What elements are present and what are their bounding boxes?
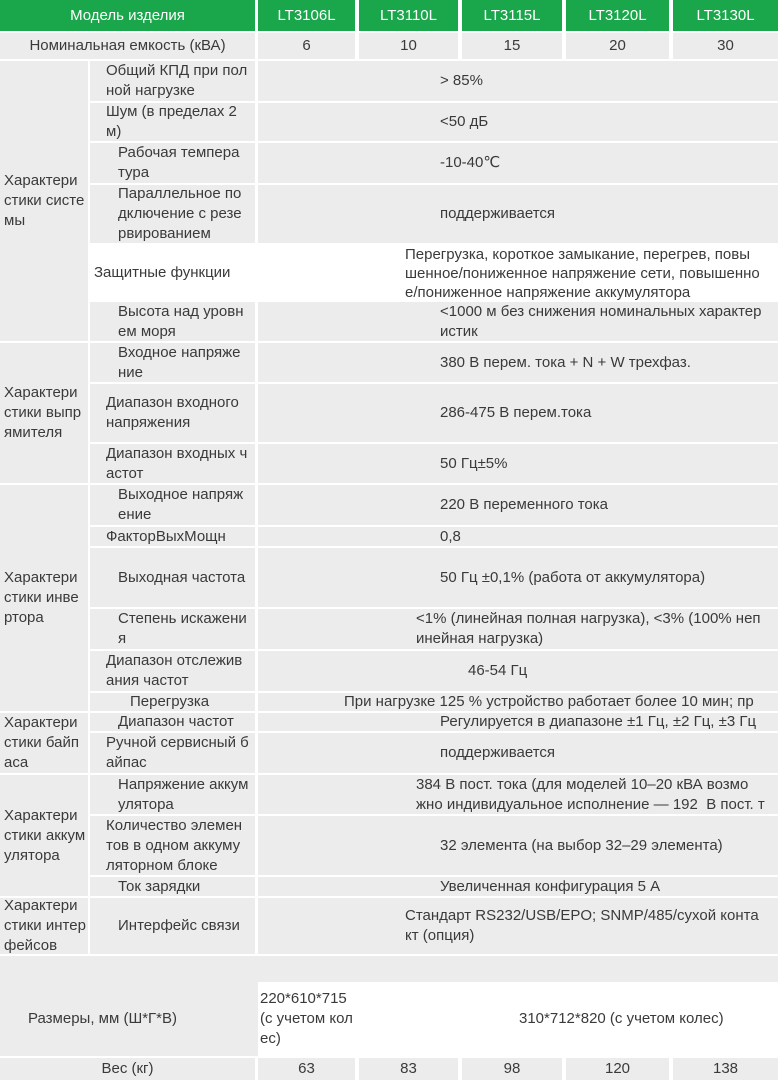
- spec-label-cells-per-block: Количество элемен тов в одном аккуму ляторном блоке: [90, 816, 255, 875]
- spec-label-distortion: Степень искажени я: [90, 609, 255, 649]
- inverter-category-label: Характери стики инве ртора: [0, 485, 88, 711]
- weight-label: Вес (кг): [0, 1058, 255, 1080]
- spec-label-input-voltage-range: Диапазон входного напряжения: [90, 384, 255, 442]
- capacity-value: 30: [673, 33, 778, 59]
- spec-value-efficiency: > 85%: [258, 61, 778, 101]
- spec-label-overload: Перегрузка: [90, 693, 255, 711]
- capacity-label: Номинальная емкость (кВА): [0, 33, 255, 59]
- spec-value-protection: Перегрузка, короткое замыкание, перегрев, повы шенное/пониженное напряжение сети, повышенно е/пониженное напряжение аккумулятора: [258, 245, 778, 300]
- spec-value-input-frequency-range: 50 Гц±5%: [258, 444, 778, 483]
- system-category-label: Характери стики систе мы: [0, 61, 88, 341]
- rectifier-category-label: Характери стики выпр ямителя: [0, 343, 88, 483]
- spec-label-input-frequency-range: Диапазон входных ч астот: [90, 444, 255, 483]
- spec-label-operating-temp: Рабочая темпера тура: [90, 143, 255, 183]
- spec-label-noise: Шум (в пределах 2 м): [90, 103, 255, 141]
- spec-label-manual-bypass: Ручной сервисный б айпас: [90, 733, 255, 773]
- spec-value-battery-voltage: 384 В пост. тока (для моделей 10–20 кВА возмо жно индивидуальное исполнение — 192 В пост. т: [258, 775, 778, 814]
- spec-label-output-voltage: Выходное напряж ение: [90, 485, 255, 525]
- spec-label-bypass-frequency-range: Диапазон частот: [90, 713, 255, 731]
- spec-label-battery-voltage: Напряжение аккум улятора: [90, 775, 255, 814]
- weight-value: 138: [673, 1058, 778, 1080]
- model-column-lt3120l: LT3120L: [566, 0, 669, 31]
- spec-label-charging-current: Ток зарядки: [90, 877, 255, 896]
- spacer-row: [0, 956, 778, 982]
- capacity-value: 10: [359, 33, 458, 59]
- spec-value-input-voltage: 380 В перем. тока + N + W трехфаз.: [258, 343, 778, 382]
- spec-value-parallel: поддерживается: [258, 185, 778, 243]
- model-header-label: Модель изделия: [0, 0, 255, 31]
- model-column-lt3106l: LT3106L: [258, 0, 355, 31]
- dimensions-value-others: 310*712*820 (с учетом колес): [358, 982, 778, 1056]
- spec-value-altitude: <1000 м без снижения номинальных характер истик: [258, 302, 778, 341]
- spec-label-frequency-tracking: Диапазон отслежив ания частот: [90, 651, 255, 691]
- model-column-lt3110l: LT3110L: [359, 0, 458, 31]
- spec-value-charging-current: Увеличенная конфигурация 5 А: [258, 877, 778, 896]
- capacity-value: 6: [258, 33, 355, 59]
- bypass-category-label: Характери стики байп аса: [0, 713, 88, 773]
- model-column-lt3115l: LT3115L: [462, 0, 562, 31]
- interfaces-category-label: Характери стики интер фейсов: [0, 898, 88, 954]
- spec-value-distortion: <1% (линейная полная нагрузка), <3% (100% неп инейная нагрузка): [258, 609, 778, 649]
- weight-value: 120: [566, 1058, 669, 1080]
- spec-value-cells-per-block: 32 элемента (на выбор 32–29 элемента): [258, 816, 778, 875]
- spec-value-input-voltage-range: 286-475 В перем.тока: [258, 384, 778, 442]
- spec-value-overload: При нагрузке 125 % устройство работает более 10 мин; пр: [258, 693, 778, 711]
- spec-label-efficiency: Общий КПД при пол ной нагрузке: [90, 61, 255, 101]
- spec-value-manual-bypass: поддерживается: [258, 733, 778, 773]
- model-column-lt3130l: LT3130L: [673, 0, 778, 31]
- spec-value-output-frequency: 50 Гц ±0,1% (работа от аккумулятора): [258, 548, 778, 607]
- spec-label-altitude: Высота над уровн ем моря: [90, 302, 255, 341]
- spec-label-output-frequency: Выходная частота: [90, 548, 255, 607]
- dimensions-label: Размеры, мм (Ш*Г*В): [0, 982, 258, 1056]
- capacity-value: 20: [566, 33, 669, 59]
- spec-value-noise: <50 дБ: [258, 103, 778, 141]
- spec-value-operating-temp: -10-40℃: [258, 143, 778, 183]
- spec-value-power-factor: 0,8: [258, 527, 778, 546]
- spec-value-frequency-tracking: 46-54 Гц: [258, 651, 778, 691]
- weight-value: 63: [258, 1058, 355, 1080]
- spec-label-protection: Защитные функции: [90, 245, 255, 300]
- weight-value: 83: [359, 1058, 458, 1080]
- spec-value-bypass-frequency-range: Регулируется в диапазоне ±1 Гц, ±2 Гц, ±3 Гц: [258, 713, 778, 731]
- battery-category-label: Характери стики аккум улятора: [0, 775, 88, 896]
- spec-label-power-factor: ФакторВыхМощн: [90, 527, 255, 546]
- capacity-value: 15: [462, 33, 562, 59]
- weight-value: 98: [462, 1058, 562, 1080]
- spec-label-input-voltage: Входное напряже ние: [90, 343, 255, 382]
- spec-value-output-voltage: 220 В переменного тока: [258, 485, 778, 525]
- spec-label-parallel: Параллельное по дключение с резе рвированием: [90, 185, 255, 243]
- dimensions-value-lt3106l: 220*610*715 (с учетом кол ес): [258, 982, 358, 1056]
- spec-value-communication: Стандарт RS232/USB/EPO; SNMP/485/сухой конта кт (опция): [258, 898, 778, 954]
- spec-label-communication: Интерфейс связи: [90, 898, 255, 954]
